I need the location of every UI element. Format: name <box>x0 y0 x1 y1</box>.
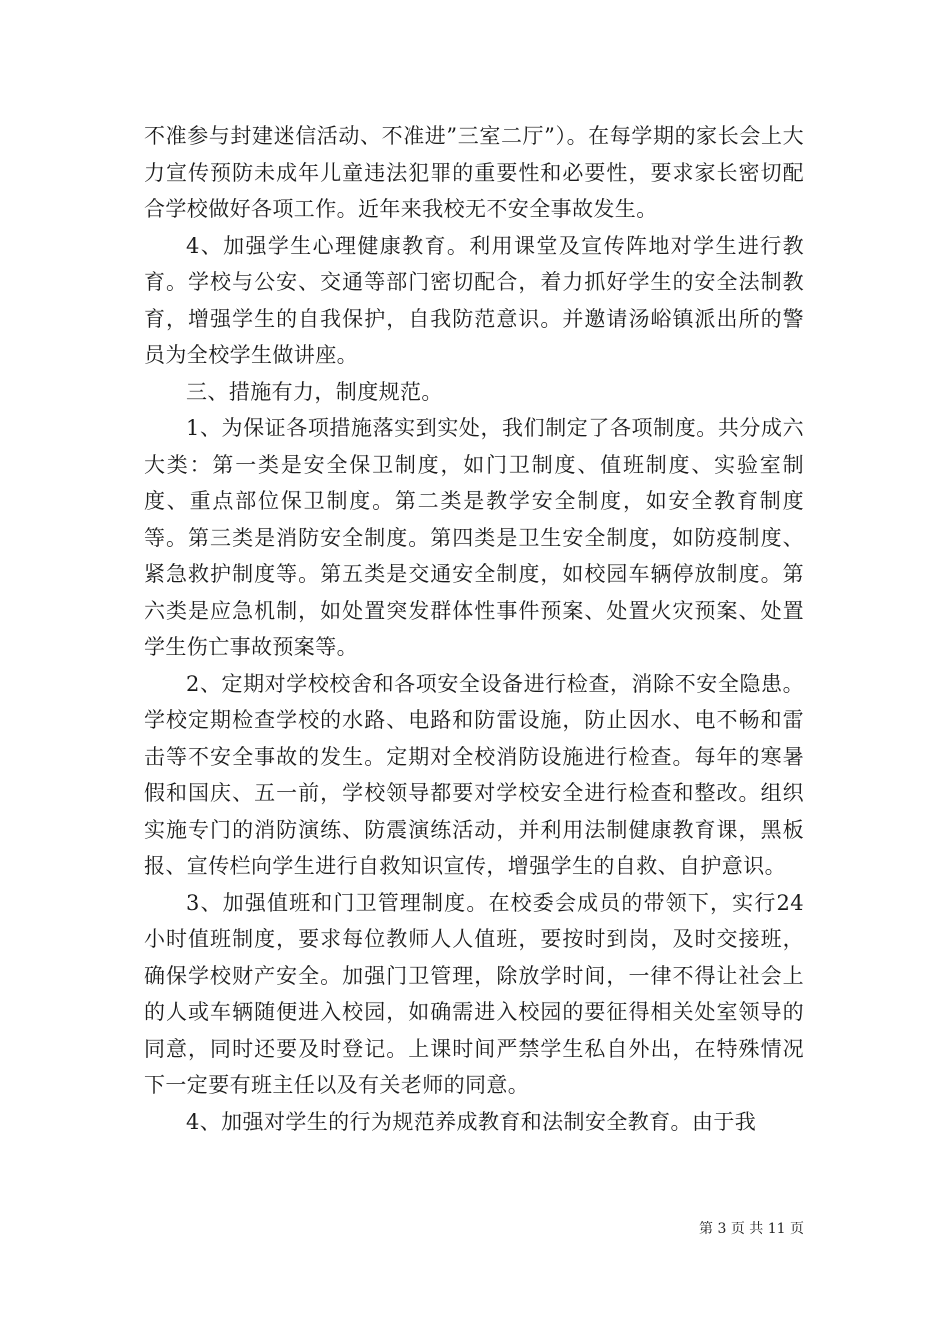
paragraph-item-2-inspection: 2、定期对学校校舍和各项安全设备进行检查，消除不安全隐患。学校定期检查学校的水路、电路和防雷设施，防止因水、电不畅和雷击等不安全事故的发生。定期对全校消防设施进行检查。每年的寒暑假和国庆、五一前，学校领导都要对学校安全进行检查和整改。组织实施专门的消防演练、防震演练活动，并利用法制健康教育课，黑板报、宣传栏向学生进行自救知识宣传，增强学生的自救、自护意识。 <box>144 671 804 878</box>
paragraph-item-3-duty: 3、加强值班和门卫管理制度。在校委会成员的带领下，实行24小时值班制度，要求每位教师人人值班，要按时到岗，及时交接班，确保学校财产安全。加强门卫管理，除放学时间，一律不得让社会上的人或车辆随便进入校园，如确需进入校园的要征得相关处室领导的同意，同时还要及时登记。上课时间严禁学生私自外出，在特殊情况下一定要有班主任以及有关老师的同意。 <box>144 890 804 1097</box>
page-number: 第 3 页 共 11 页 <box>699 1221 804 1237</box>
paragraph-continued: 不准参与封建迷信活动、不准进”三室二厅”）。在每学期的家长会上大力宣传预防未成年儿童违法犯罪的重要性和必要性，要求家长密切配合学校做好各项工作。近年来我校无不安全事故发生。 <box>144 124 804 221</box>
paragraph-item-4-behavior: 4、加强对学生的行为规范养成教育和法制安全教育。由于我 <box>186 1109 757 1134</box>
paragraph-item-4-psychology: 4、加强学生心理健康教育。利用课堂及宣传阵地对学生进行教育。学校与公安、交通等部门密切配合，着力抓好学生的安全法制教育，增强学生的自我保护，自我防范意识。并邀请汤峪镇派出所的警员为全校学生做讲座。 <box>144 233 804 367</box>
paragraph-item-1-rules: 1、为保证各项措施落实到实处，我们制定了各项制度。共分成六大类：第一类是安全保卫制度，如门卫制度、值班制度、实验室制度、重点部位保卫制度。第二类是教学安全制度，如安全教育制度等。第三类是消防安全制度。第四类是卫生安全制度，如防疫制度、紧急救护制度等。第五类是交通安全制度，如校园车辆停放制度。第六类是应急机制，如处置突发群体性事件预案、处置火灾预案、处置学生伤亡事故预案等。 <box>144 416 804 659</box>
section-heading-3: 三、措施有力，制度规范。 <box>186 379 443 404</box>
document-body <box>144 118 804 1140</box>
